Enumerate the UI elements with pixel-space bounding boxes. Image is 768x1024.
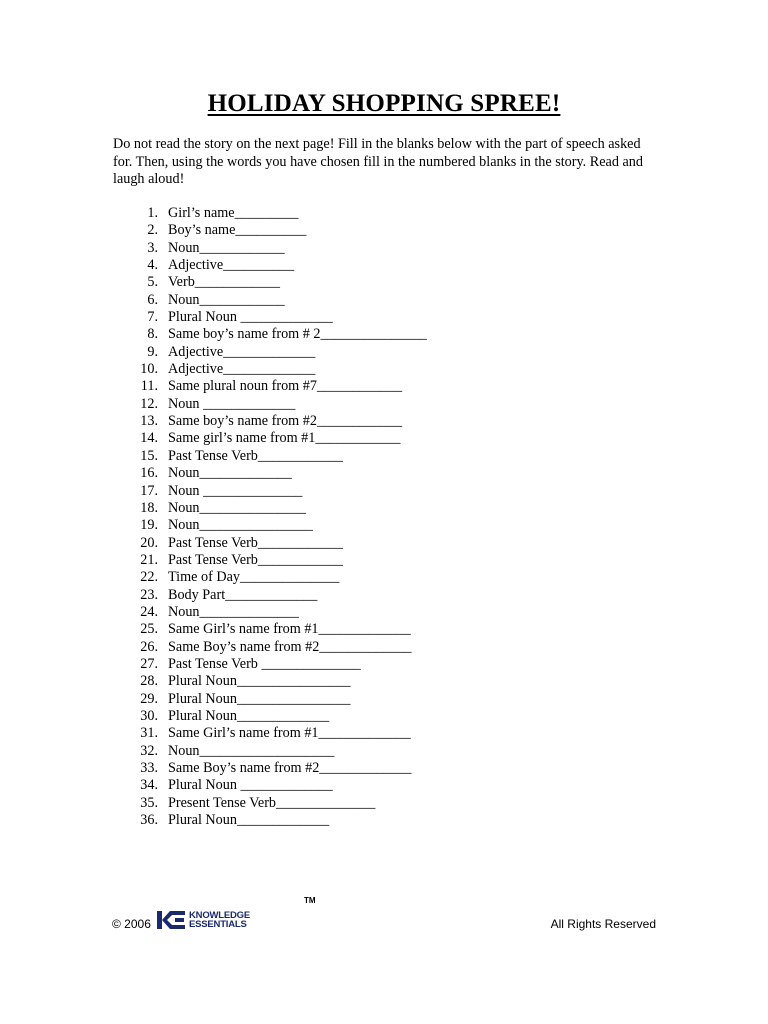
item-number: 28.	[140, 673, 158, 690]
item-number: 16.	[140, 465, 158, 482]
item-label: Adjective_____________	[168, 343, 316, 360]
item-label: Past Tense Verb____________	[168, 534, 344, 551]
item-label: Same Girl’s name from #1_____________	[168, 725, 411, 742]
blank-list-item	[113, 535, 427, 552]
blank-list-item	[113, 656, 427, 673]
item-number: 25.	[140, 621, 158, 638]
logo-wordmark	[189, 911, 250, 930]
blank-list-item	[113, 378, 427, 395]
item-number: 15.	[140, 447, 158, 464]
item-number: 14.	[140, 430, 158, 447]
item-number: 35.	[140, 794, 158, 811]
blank-list-item	[113, 500, 427, 517]
blank-list-item	[113, 604, 427, 621]
item-label: Boy’s name__________	[168, 222, 307, 239]
item-label: Noun____________	[168, 239, 285, 256]
item-label: Noun______________	[168, 603, 299, 620]
item-label: Time of Day______________	[168, 569, 340, 586]
blank-list-item	[113, 569, 427, 586]
blank-list-item	[113, 326, 427, 343]
item-label: Plural Noun________________	[168, 690, 351, 707]
blank-list-item	[113, 760, 427, 777]
blank-list-item	[113, 361, 427, 378]
blank-list-item	[113, 517, 427, 534]
item-label: Same Boy’s name from #2_____________	[168, 760, 412, 776]
item-label: Noun____________	[168, 291, 285, 308]
item-label: Noun_______________	[168, 499, 306, 516]
item-label: Noun ______________	[168, 482, 303, 499]
item-label: Same plural noun from #7____________	[168, 378, 403, 395]
item-label: Plural Noun _____________	[168, 777, 333, 794]
item-label: Plural Noun________________	[168, 673, 351, 690]
page-title: HOLIDAY SHOPPING SPREE!	[207, 90, 561, 117]
blank-list-item	[113, 795, 427, 812]
item-number: 33.	[140, 760, 158, 776]
item-number: 20.	[140, 534, 158, 551]
item-number: 4.	[147, 257, 158, 274]
item-number: 12.	[140, 395, 158, 412]
footer	[112, 896, 658, 936]
blank-list-item	[113, 309, 427, 326]
blank-list-item	[113, 292, 427, 309]
rights-reserved-text: All Rights Reserved	[550, 917, 656, 931]
logo-line-1: KNOWLEDGE	[189, 909, 251, 921]
item-number: 26.	[140, 638, 158, 655]
item-label: Past Tense Verb ______________	[168, 655, 361, 672]
item-number: 8.	[147, 326, 158, 343]
blank-list-item	[113, 448, 427, 465]
blank-list-item	[113, 465, 427, 482]
item-label: Same boy’s name from #2____________	[168, 413, 403, 430]
item-label: Verb____________	[168, 274, 280, 291]
item-label: Adjective_____________	[168, 361, 316, 378]
item-label: Noun _____________	[168, 395, 296, 412]
item-number: 21.	[140, 551, 158, 568]
item-number: 24.	[140, 603, 158, 620]
blank-list-item	[113, 812, 427, 829]
item-number: 10.	[140, 361, 158, 378]
copyright-text: © 2006	[112, 917, 151, 931]
blank-list-item	[113, 396, 427, 413]
item-number: 34.	[140, 777, 158, 794]
blank-list-item	[113, 708, 427, 725]
blank-list-item	[113, 344, 427, 361]
blank-list-item	[113, 777, 427, 794]
item-number: 3.	[147, 239, 158, 256]
blank-list-item	[113, 587, 427, 604]
item-label: Noun________________	[168, 517, 314, 534]
blank-list-item	[113, 691, 427, 708]
item-label: Same girl’s name from #1____________	[168, 430, 401, 447]
item-label: Body Part_____________	[168, 586, 318, 603]
blank-list-item	[113, 430, 427, 447]
blank-list-item	[113, 483, 427, 500]
blank-list-item	[113, 240, 427, 257]
item-label: Present Tense Verb______________	[168, 794, 376, 811]
blank-list-item	[113, 673, 427, 690]
ke-logo-icon	[157, 909, 187, 931]
knowledge-essentials-logo	[157, 896, 316, 934]
blanks-list	[113, 205, 427, 829]
item-label: Noun___________________	[168, 742, 335, 759]
blank-list-item	[113, 743, 427, 760]
item-label: Past Tense Verb____________	[168, 447, 344, 464]
item-label: Girl’s name_________	[168, 205, 299, 221]
blank-list-item	[113, 413, 427, 430]
item-number: 36.	[140, 812, 158, 829]
item-label: Plural Noun _____________	[168, 309, 333, 326]
item-number: 5.	[147, 274, 158, 291]
item-label: Noun_____________	[168, 465, 292, 482]
item-number: 23.	[140, 586, 158, 603]
blank-list-item	[113, 639, 427, 656]
instructions-paragraph: Do not read the story on the next page! Fill in the blanks below with the part of speech asked for. Then, using the words you have chosen fill in the numbered blanks in the story. Read and laugh aloud!	[113, 136, 643, 187]
item-number: 1.	[147, 205, 158, 221]
logo-line-2: ESSENTIALS	[189, 919, 247, 930]
item-number: 19.	[140, 517, 158, 534]
item-label: Same Girl’s name from #1_____________	[168, 621, 411, 638]
item-number: 17.	[140, 482, 158, 499]
item-label: Plural Noun_____________	[168, 707, 330, 724]
item-number: 27.	[140, 655, 158, 672]
item-number: 30.	[140, 707, 158, 724]
blank-list-item	[113, 205, 427, 222]
item-number: 29.	[140, 690, 158, 707]
item-number: 18.	[140, 499, 158, 516]
item-number: 22.	[140, 569, 158, 586]
item-label: Plural Noun_____________	[168, 812, 330, 829]
item-number: 7.	[147, 309, 158, 326]
item-label: Same Boy’s name from #2_____________	[168, 638, 412, 655]
item-label: Past Tense Verb____________	[168, 551, 344, 568]
item-label: Adjective__________	[168, 257, 295, 274]
item-number: 6.	[147, 291, 158, 308]
item-number: 11.	[140, 378, 158, 395]
trademark-symbol: TM	[304, 896, 316, 905]
item-number: 32.	[140, 742, 158, 759]
item-label: Same boy’s name from # 2_______________	[168, 326, 427, 343]
blank-list-item	[113, 222, 427, 239]
blank-list-item	[113, 725, 427, 742]
blank-list-item	[113, 257, 427, 274]
blank-list-item	[113, 552, 427, 569]
item-number: 31.	[140, 725, 158, 742]
item-number: 13.	[140, 413, 158, 430]
blank-list-item	[113, 274, 427, 291]
blank-list-item	[113, 621, 427, 638]
item-number: 2.	[147, 222, 158, 239]
item-number: 9.	[147, 343, 158, 360]
